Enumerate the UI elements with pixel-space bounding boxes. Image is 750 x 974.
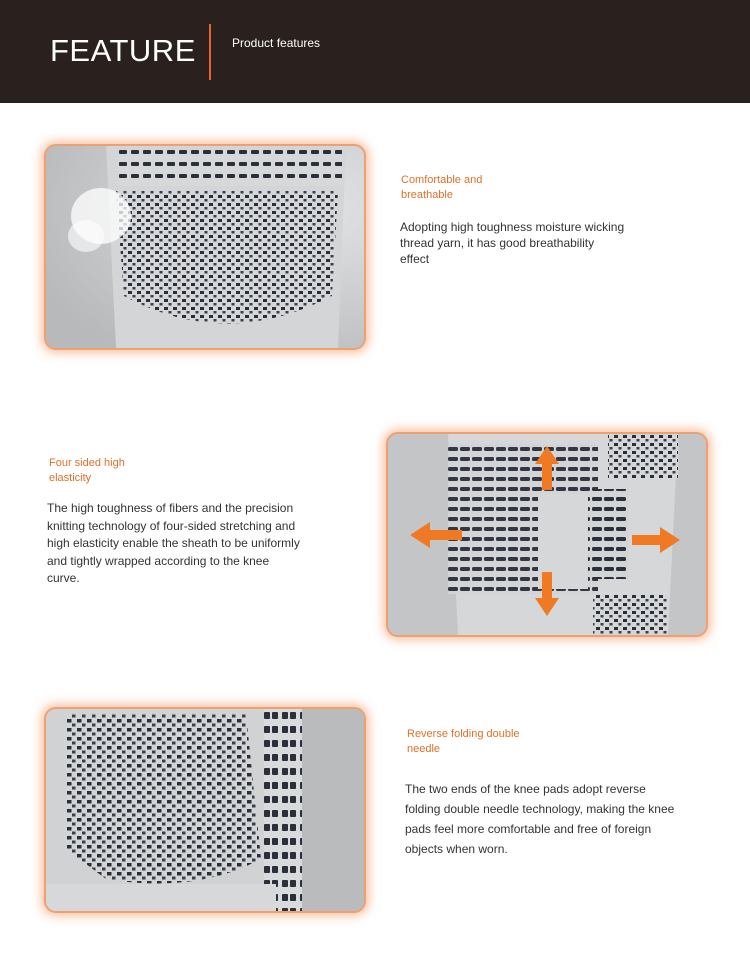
feature-2-title-line1: Four sided high	[49, 457, 125, 469]
feature-3-body-line: objects when worn.	[405, 842, 508, 856]
feature-2-body-line: high elasticity enable the sheath to be uniformly	[47, 536, 300, 550]
feature-1-title	[401, 173, 482, 203]
feature-3-title	[407, 727, 520, 757]
feature-2-body-line: curve.	[47, 571, 80, 585]
feature-2-body-line: The high toughness of fibers and the precision	[47, 501, 294, 515]
feature-2-body-line: knitting technology of four-sided stretching and	[47, 518, 296, 533]
feature-2-title-line2: elasticity	[49, 472, 92, 484]
header-title: FEATURE	[50, 33, 196, 68]
header-subtitle: Product features	[232, 36, 321, 50]
feature-3-body	[405, 779, 674, 859]
header-divider	[209, 24, 211, 80]
knee-pad-stretch-illustration	[388, 434, 706, 635]
feature-2-title	[49, 456, 125, 486]
feature-1-body	[400, 219, 624, 267]
feature-image-double-needle	[44, 707, 366, 913]
feature-2-body-line: and tightly wrapped according to the knee	[47, 553, 270, 568]
feature-1-body-line: effect	[400, 252, 430, 266]
feature-1-body-line: Adopting high toughness moisture wicking	[400, 220, 625, 234]
knee-pad-knit-illustration	[46, 146, 364, 348]
feature-2-body	[47, 500, 300, 588]
feature-1-title-line1: Comfortable and	[401, 174, 483, 186]
feature-3-body-line: The two ends of the knee pads adopt reverse	[405, 782, 646, 796]
feature-3-title-line1: Reverse folding double	[407, 728, 520, 740]
feature-3-title-line2: needle	[407, 743, 441, 755]
knee-pad-hem-illustration	[46, 709, 364, 911]
feature-header-banner	[0, 0, 750, 103]
feature-1-body-line: thread yarn, it has good breathability	[400, 236, 595, 250]
feature-1-title-line2: breathable	[401, 189, 453, 201]
feature-image-breathable	[44, 144, 366, 350]
feature-3-body-line: pads feel more comfortable and free of foreign	[405, 822, 652, 836]
feature-3-body-line: folding double needle technology, making the knee	[405, 802, 675, 816]
feature-image-elasticity	[386, 432, 708, 637]
